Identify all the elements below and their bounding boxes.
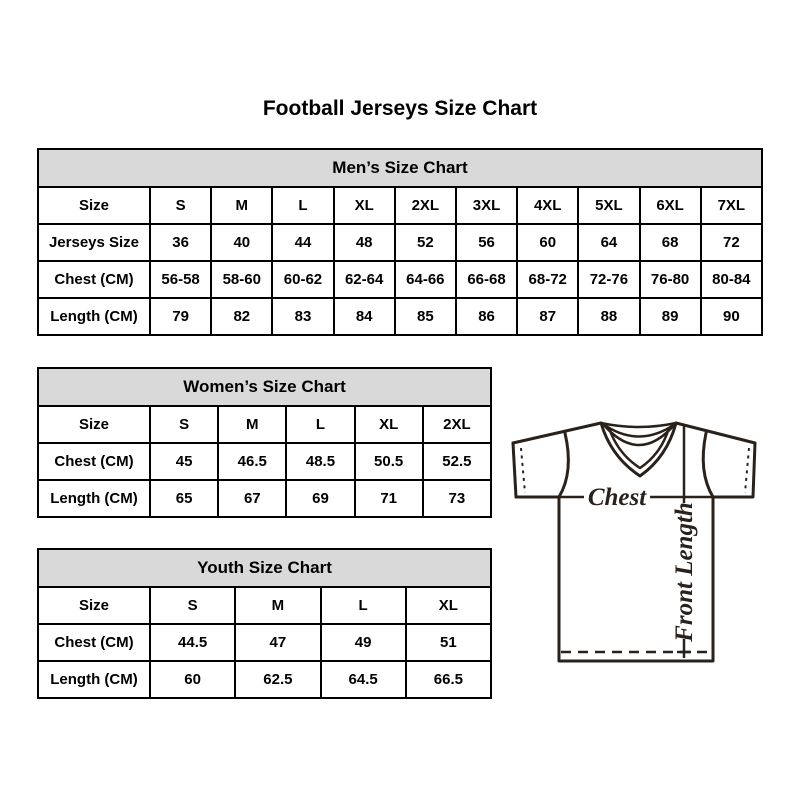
size-value-cell: XL — [355, 406, 423, 443]
size-value-cell: 48.5 — [286, 443, 354, 480]
jersey-measurement-diagram — [500, 400, 770, 680]
jersey-collar-top-edge — [601, 423, 676, 427]
table-row — [38, 587, 491, 624]
size-value-cell: 80-84 — [701, 261, 762, 298]
size-value-cell: 4XL — [517, 187, 578, 224]
size-value-cell: 49 — [321, 624, 406, 661]
chest-label: Chest — [587, 484, 647, 511]
row-label-cell: Jerseys Size — [38, 224, 150, 261]
size-value-cell: 72 — [701, 224, 762, 261]
size-value-cell: 6XL — [640, 187, 701, 224]
row-label-cell: Size — [38, 587, 150, 624]
front-length-label: Front Length — [671, 502, 698, 642]
size-value-cell: 44 — [272, 224, 333, 261]
size-value-cell: 60 — [150, 661, 235, 698]
size-value-cell: S — [150, 187, 211, 224]
table-row — [38, 661, 491, 698]
size-value-cell: 72-76 — [578, 261, 639, 298]
table-row — [38, 261, 762, 298]
womens-table-title: Women’s Size Chart — [38, 368, 491, 406]
size-value-cell: 85 — [395, 298, 456, 335]
size-value-cell: 5XL — [578, 187, 639, 224]
row-label-cell: Length (CM) — [38, 661, 150, 698]
size-value-cell: 36 — [150, 224, 211, 261]
left-cuff-dotted-seam — [521, 448, 525, 493]
jersey-left-shoulder — [513, 423, 601, 443]
size-value-cell: 62-64 — [334, 261, 395, 298]
size-value-cell: L — [321, 587, 406, 624]
size-value-cell: M — [211, 187, 272, 224]
size-value-cell: 2XL — [395, 187, 456, 224]
size-value-cell: 73 — [423, 480, 491, 517]
size-value-cell: M — [218, 406, 286, 443]
row-label-cell: Length (CM) — [38, 480, 150, 517]
size-value-cell: 52 — [395, 224, 456, 261]
table-row — [38, 443, 491, 480]
size-value-cell: 87 — [517, 298, 578, 335]
jersey-right-armhole-seam — [703, 433, 713, 497]
size-value-cell: 64 — [578, 224, 639, 261]
size-value-cell: 46.5 — [218, 443, 286, 480]
jersey-right-shoulder — [676, 423, 755, 443]
size-value-cell: 71 — [355, 480, 423, 517]
mens-table — [37, 148, 763, 336]
youth-table-title: Youth Size Chart — [38, 549, 491, 587]
jersey-left-armhole-seam — [559, 433, 568, 497]
size-value-cell: 60-62 — [272, 261, 333, 298]
table-row — [38, 480, 491, 517]
size-value-cell: 67 — [218, 480, 286, 517]
row-label-cell: Chest (CM) — [38, 261, 150, 298]
size-value-cell: 83 — [272, 298, 333, 335]
size-value-cell: S — [150, 587, 235, 624]
size-value-cell: S — [150, 406, 218, 443]
size-value-cell: M — [235, 587, 320, 624]
size-value-cell: 3XL — [456, 187, 517, 224]
mens-size-table — [37, 148, 763, 336]
size-value-cell: 62.5 — [235, 661, 320, 698]
table-row — [38, 187, 762, 224]
size-value-cell: 47 — [235, 624, 320, 661]
size-value-cell: L — [286, 406, 354, 443]
womens-table — [37, 367, 492, 518]
size-value-cell: 44.5 — [150, 624, 235, 661]
size-value-cell: XL — [406, 587, 491, 624]
womens-size-table — [37, 367, 492, 518]
youth-size-table — [37, 548, 492, 699]
table-row — [38, 298, 762, 335]
size-value-cell: 82 — [211, 298, 272, 335]
measurement-lines — [521, 425, 749, 658]
size-value-cell: 51 — [406, 624, 491, 661]
mens-table-title: Men’s Size Chart — [38, 149, 762, 187]
size-value-cell: 88 — [578, 298, 639, 335]
jersey-collar-inner-v — [609, 428, 669, 468]
page-title: Football Jerseys Size Chart — [262, 97, 538, 120]
row-label-cell: Chest (CM) — [38, 624, 150, 661]
size-value-cell: 86 — [456, 298, 517, 335]
size-value-cell: 90 — [701, 298, 762, 335]
size-value-cell: 56 — [456, 224, 517, 261]
size-value-cell: 52.5 — [423, 443, 491, 480]
table-row — [38, 624, 491, 661]
row-label-cell: Size — [38, 406, 150, 443]
right-cuff-dotted-seam — [745, 448, 749, 493]
size-value-cell: 2XL — [423, 406, 491, 443]
size-value-cell: 66-68 — [456, 261, 517, 298]
table-title-row — [38, 149, 762, 187]
jersey-left-sleeve — [513, 443, 559, 497]
size-value-cell: 84 — [334, 298, 395, 335]
size-value-cell: 68-72 — [517, 261, 578, 298]
size-value-cell: 58-60 — [211, 261, 272, 298]
row-label-cell: Chest (CM) — [38, 443, 150, 480]
size-value-cell: 65 — [150, 480, 218, 517]
size-value-cell: 79 — [150, 298, 211, 335]
table-row — [38, 224, 762, 261]
size-value-cell: 60 — [517, 224, 578, 261]
size-value-cell: 45 — [150, 443, 218, 480]
jersey-outline — [513, 423, 755, 661]
size-value-cell: XL — [334, 187, 395, 224]
size-value-cell: 56-58 — [150, 261, 211, 298]
table-title-row — [38, 368, 491, 406]
size-value-cell: 64-66 — [395, 261, 456, 298]
size-value-cell: 69 — [286, 480, 354, 517]
size-value-cell: 7XL — [701, 187, 762, 224]
size-value-cell: 40 — [211, 224, 272, 261]
size-value-cell: 66.5 — [406, 661, 491, 698]
youth-table — [37, 548, 492, 699]
jersey-right-sleeve — [713, 443, 755, 497]
size-value-cell: 68 — [640, 224, 701, 261]
row-label-cell: Length (CM) — [38, 298, 150, 335]
table-row — [38, 406, 491, 443]
size-value-cell: 89 — [640, 298, 701, 335]
table-title-row — [38, 549, 491, 587]
size-value-cell: 64.5 — [321, 661, 406, 698]
size-value-cell: L — [272, 187, 333, 224]
size-value-cell: 48 — [334, 224, 395, 261]
row-label-cell: Size — [38, 187, 150, 224]
size-value-cell: 50.5 — [355, 443, 423, 480]
size-value-cell: 76-80 — [640, 261, 701, 298]
